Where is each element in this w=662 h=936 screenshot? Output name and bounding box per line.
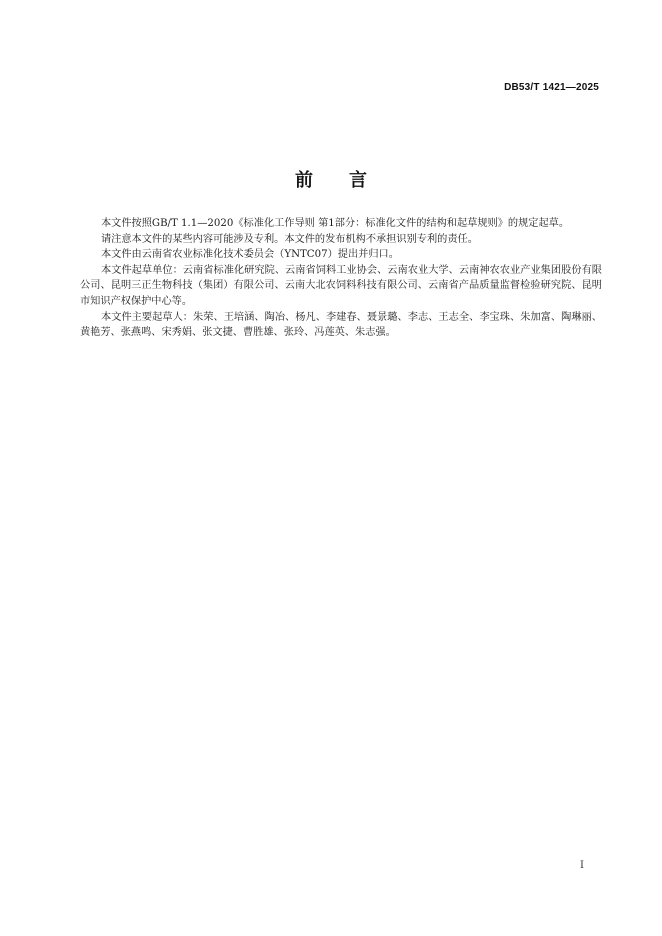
foreword-body <box>80 216 602 341</box>
page-number: I <box>580 860 584 871</box>
paragraph-drafting-rules: 本文件按照GB/T 1.1—2020《标准化工作导则 第1部分：标准化文件的结构和起草规则》的规定起草。 <box>101 218 570 229</box>
paragraph-proposer: 本文件由云南省农业标准化技术委员会（YNTC07）提出并归口。 <box>101 249 399 261</box>
paragraph-patent-notice: 请注意本文件的某些内容可能涉及专利。本文件的发布机构不承担识别专利的责任。 <box>101 233 478 245</box>
paragraph-drafters: 本文件主要起草人：朱荣、王培涵、陶冶、杨凡、李建春、聂景璐、李志、王志全、李宝珠、朱加富、陶琳丽、黄艳芳、张燕鸣、宋秀娟、张文捷、曹胜雄、张玲、冯莲英、朱志强。 <box>80 311 602 339</box>
document-code: DB53/T 1421—2025 <box>504 82 599 93</box>
paragraph-drafting-units: 本文件起草单位：云南省标准化研究院、云南省饲料工业协会、云南农业大学、云南神农农业产业集团股份有限公司、昆明三正生物科技（集团）有限公司、云南大北农饲料科技有限公司、云南省产品质量监督检验研究院、昆明市知识产权保护中心等。 <box>80 264 602 307</box>
page-title: 前言 <box>295 170 403 191</box>
